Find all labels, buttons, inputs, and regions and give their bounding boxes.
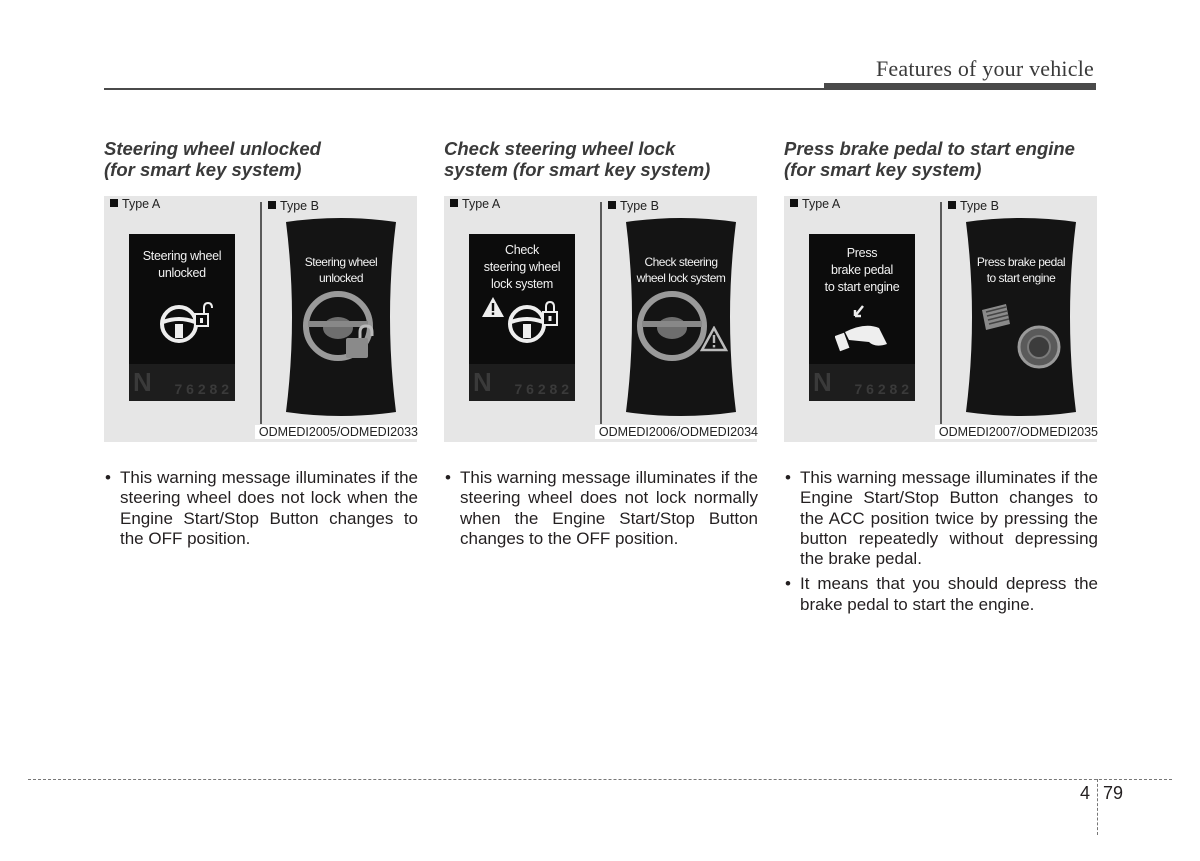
type-b-display [280, 218, 402, 416]
list-item: • This warning message illuminates if the Engine Start/Stop Button changes to the ACC position twice by pressing the button repeatedly without depressing the brake pedal. [784, 468, 1098, 569]
page-header-title: Features of your vehicle [875, 56, 1094, 81]
section-heading: Check steering wheel lock system (for smart key system) [444, 138, 711, 180]
gear-odometer-band: N 7 6 2 8 2 [129, 364, 235, 401]
figure-code: ODMEDI2006/ODMEDI2034 [595, 425, 758, 439]
steering-wheel-locked-icon [505, 300, 565, 344]
warning-triangle-icon [700, 326, 728, 352]
start-button-icon [1016, 324, 1062, 370]
type-b-label: Type B [948, 199, 999, 213]
chapter-number: 4 [1080, 783, 1091, 803]
figure-divider [260, 202, 262, 424]
display-message: Check steering wheel lock system [636, 255, 726, 285]
figure-divider [600, 202, 602, 424]
list-item: • This warning message illuminates if the steering wheel does not lock normally when the Engine Start/Stop Button changes to the OFF position. [444, 468, 758, 549]
figure-code: ODMEDI2007/ODMEDI2035 [935, 425, 1098, 439]
type-a-label: Type A [790, 197, 840, 211]
type-b-display [960, 218, 1082, 416]
display-message: Press brake pedal to start engine [976, 255, 1066, 285]
type-a-display [809, 234, 915, 401]
type-a-display [469, 234, 575, 401]
warning-triangle-icon [481, 296, 505, 318]
display-message: Check steering wheel lock system [483, 243, 561, 291]
bullet-list [104, 468, 418, 549]
footer-rule [28, 779, 1172, 780]
type-a-label: Type A [110, 197, 160, 211]
list-item: • This warning message illuminates if the steering wheel does not lock when the Engine Start/Stop Button changes to the OFF position. [104, 468, 418, 549]
section-press-brake-pedal [784, 138, 1098, 620]
type-b-label: Type B [268, 199, 319, 213]
footer-divider [1097, 779, 1098, 835]
display-message: Steering wheel unlocked [142, 249, 222, 280]
section-check-steering-lock [444, 138, 758, 554]
list-item: • It means that you should depress the brake pedal to start the engine. [784, 574, 1098, 615]
type-a-label: Type A [450, 197, 500, 211]
type-a-display [129, 234, 235, 401]
section-heading: Press brake pedal to start engine (for smart key system) [784, 138, 1075, 180]
bullet-list [444, 468, 758, 549]
steering-wheel-unlocked-icon [157, 300, 213, 344]
figure-divider [940, 202, 942, 424]
cluster-display-figure [784, 196, 1097, 442]
cluster-display-figure [104, 196, 417, 442]
figure-code: ODMEDI2005/ODMEDI2033 [255, 425, 418, 439]
display-message: Press brake pedal to start engine [824, 246, 900, 294]
bullet-list [784, 468, 1098, 615]
display-message: Steering wheel unlocked [304, 255, 378, 285]
brake-pedal-icon [978, 302, 1014, 336]
header-rule-accent [824, 83, 1096, 90]
section-heading: Steering wheel unlocked (for smart key system) [104, 138, 321, 180]
gear-odometer-band: N 7 6 2 8 2 [809, 364, 915, 401]
page-number: 79 [1103, 783, 1124, 803]
cluster-display-figure [444, 196, 757, 442]
gear-odometer-band: N 7 6 2 8 2 [469, 364, 575, 401]
foot-on-pedal-icon [835, 304, 891, 354]
type-b-label: Type B [608, 199, 659, 213]
open-padlock-icon [342, 324, 376, 360]
section-steering-unlocked [104, 138, 418, 554]
type-b-display [620, 218, 742, 416]
